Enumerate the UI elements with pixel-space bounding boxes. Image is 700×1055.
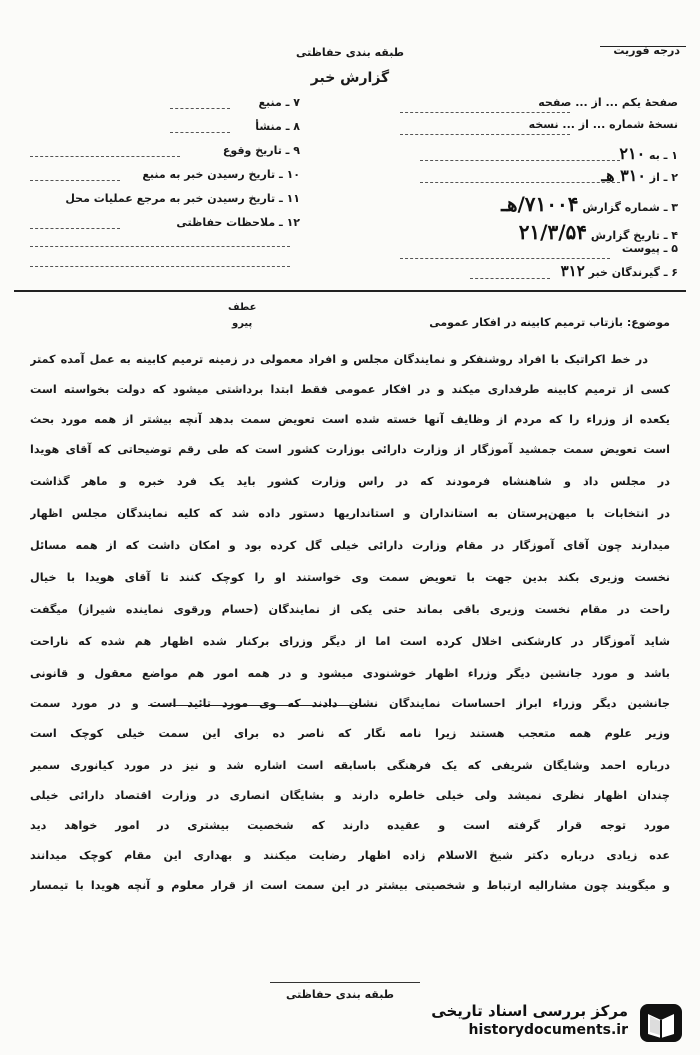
- footer-separator: [270, 982, 420, 983]
- header-separator: [14, 290, 686, 292]
- body-line: کسی از ترمیم کابینه طرفداری میکند و در افکار عمومی فقط ابتدا برداشتی میشود که دولت بخواسته است: [30, 383, 670, 396]
- body-line: درباره احمد وشایگان شریفی که یک فرهنگی باسابقه است اشاره شد و نیز در مورد کیانوری سمیر: [30, 759, 670, 772]
- field-attachment: ۵ ـ پیوست: [621, 242, 678, 255]
- fill-line: [420, 182, 620, 183]
- field-occurrence-date: ۹ ـ تاریخ وقوع: [222, 144, 300, 157]
- fill-line: [30, 266, 290, 267]
- archive-watermark: [400, 1000, 690, 1046]
- reference-label: عطف: [228, 302, 257, 313]
- fill-line: [30, 156, 180, 157]
- field-from-value: ۳۱۰ هـ: [601, 166, 646, 185]
- field-page-count: صفحهٔ یکم ... از ... صفحه: [538, 96, 678, 109]
- subject-line: موضوع: بازتاب ترمیم کابینه در افکار عمومی: [429, 316, 670, 329]
- body-line: باشد و مورد جانشین دیگر وزراء اظهار خوشنودی میشود و در همه امور هم مواضع معقول و قانونی: [30, 667, 670, 680]
- book-logo-icon: [638, 1002, 684, 1044]
- fill-line: [170, 108, 230, 109]
- watermark-url: historydocuments.ir: [468, 1022, 628, 1038]
- classification-footer: طبقه بندی حفاظتی: [285, 988, 395, 1001]
- handwritten-underline: [148, 705, 368, 706]
- watermark-name: مرکز بررسی اسناد تاریخی: [431, 1002, 628, 1020]
- body-line: مورد توجه قرار گرفته است و عقیده دارند که شخصیت بیشتری در امور خواهد دید: [30, 819, 670, 832]
- follow-up-label: پیرو: [232, 318, 253, 329]
- body-line: در انتخابات با میهن‌پرستان به استانداران و استانداریها دستور داده شد که کلیه نمایندگان مجلس اظهار: [30, 507, 670, 520]
- field-receipt-date-source: ۱۰ ـ تاریخ رسیدن خبر به منبع: [142, 168, 300, 181]
- body-line: میدارند چون آقای آموزگار در مقام وزارت دارائی خیلی گل کرده بود و امکان داشت که از همه مسائل: [30, 539, 670, 552]
- body-line: است تعویض سمت جمشید آموزگار از وزارت دارائی بوزارت کشور است که طی رقم توضیحاتی که آقای هویدا: [30, 443, 670, 456]
- fill-line: [400, 134, 570, 135]
- field-to: ۱ ـ به ۲۱۰: [619, 144, 678, 163]
- document-title: گزارش خبر: [310, 70, 390, 86]
- urgency-underline: [600, 46, 686, 47]
- recipients-value: ۳۱۲: [560, 262, 585, 280]
- field-from: ۲ ـ از ۳۱۰ هـ: [601, 166, 678, 185]
- body-line: راحت در مقام نخست وزیری باقی بماند حتی یکی از نمایندگان (حسام ورقوی نماینده شیراز) میگفت: [30, 603, 670, 616]
- fill-line: [30, 228, 120, 229]
- fill-line: [470, 278, 550, 279]
- field-recipients: ۶ ـ گیرندگان خبر ۳۱۲: [560, 262, 678, 280]
- field-report-date: ۴ ـ تاریخ گزارش ۲۱/۳/۵۴: [518, 220, 678, 244]
- body-line: در مجلس داد و شاهنشاه فرمودند که در راس وزارت کشور باید یک فرد خبره و ماهر گذاشت: [30, 475, 670, 488]
- fill-line: [30, 246, 290, 247]
- field-receipt-date-ops: ۱۱ ـ تاریخ رسیدن خبر به مرجع عملیات محل: [65, 192, 300, 205]
- fill-line: [170, 132, 230, 133]
- fill-line: [420, 160, 620, 161]
- field-source: ۷ ـ منبع: [258, 96, 300, 109]
- body-line: و میگویند چون مشارالیه ارتباط و شخصیتی بیشتر در این سمت است از قرار معلوم و آنچه هویدا با تیمسار: [30, 879, 670, 892]
- field-origin: ۸ ـ منشأ: [255, 120, 300, 133]
- body-line: در خط اکراتیک با افراد روشنفکر و نمایندگان مجلس و افراد معمولی در زمینه ترمیم کابینه به عمل آمده کمتر: [30, 353, 648, 366]
- fill-line: [30, 180, 120, 181]
- body-line: نخست وزیری بکند بدین جهت با تعویض سمت وی خواستند او را کوچک کنند تا آقای هویدا با خیال: [30, 571, 670, 584]
- field-to-value: ۲۱۰: [619, 144, 646, 163]
- body-line: جانشین دیگر وزراء ابراز احساسات نمایندگان نشان دادند که وی مورد تائید است و در مورد سمت: [30, 697, 670, 710]
- body-line: چندان اظهار نظری نمیشد ولی خیلی خاطره دارند و بشایگان انصاری در وزارت اقتصاد دارائی خیلی: [30, 789, 670, 802]
- classification-header: طبقه بندی حفاظتی: [295, 46, 405, 59]
- field-copy-number: نسخهٔ شماره ... از ... نسخه: [528, 118, 678, 131]
- fill-line: [400, 258, 610, 259]
- report-date-value: ۲۱/۳/۵۴: [518, 220, 588, 244]
- fill-line: [400, 112, 570, 113]
- field-security-notes: ۱۲ ـ ملاحظات حفاظتی: [176, 216, 300, 229]
- body-line: عده زیادی درباره دکتر شیخ الاسلام زاده اظهار رضایت میکنند و بهداری این مقام کوچک میدانند: [30, 849, 670, 862]
- report-number-value: ۷۱۰۰۴/هـ: [501, 192, 579, 216]
- body-line: شاید آموزگار در کارشکنی اخلال کرده است اما از دیگر وزرای برکنار شده اظهار هم شده که ناراحت: [30, 635, 670, 648]
- field-report-number: ۳ ـ شماره گزارش ۷۱۰۰۴/هـ: [501, 192, 678, 216]
- body-line: وزیر علوم همه متعجب هستند زیرا نامه نگار که ناصر ده برای این سمت خیلی کوچک است: [30, 727, 670, 740]
- urgency-label: درجه فوریت: [613, 44, 680, 57]
- body-line: یکعده از وزراء را که مردم از وظایف آنها خسته شده است تعویض سمت بدهد آنچه بیشتر از همه مورد بحث: [30, 413, 670, 426]
